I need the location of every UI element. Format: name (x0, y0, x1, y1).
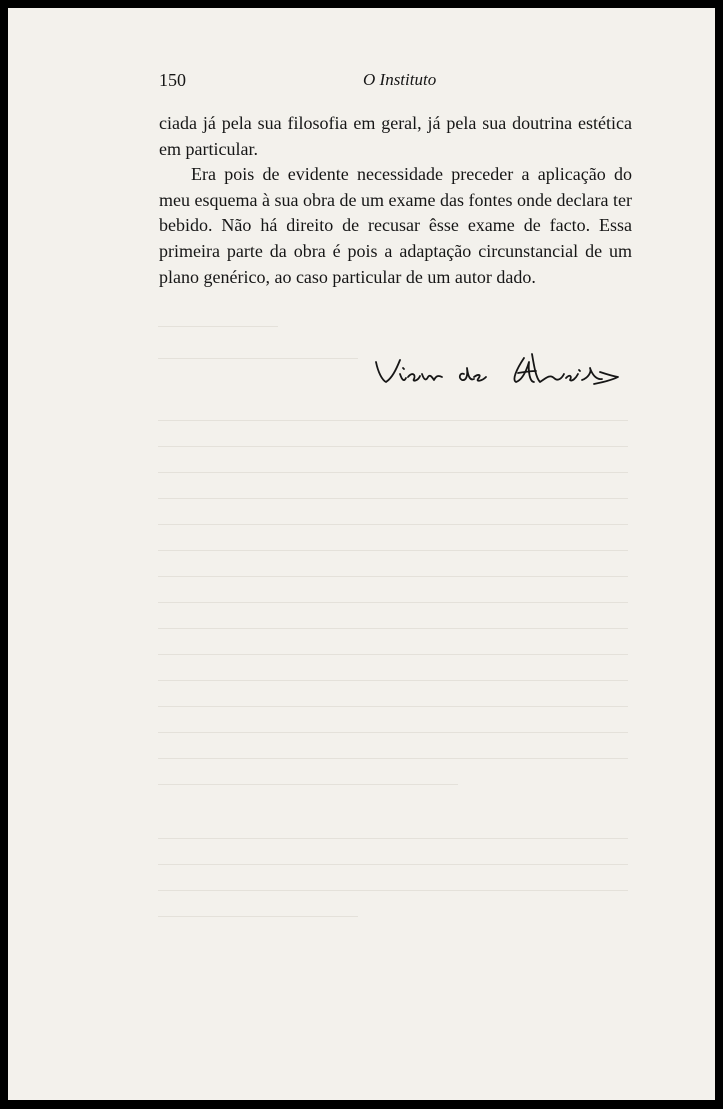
bleed-through-line (158, 472, 628, 473)
bleed-through-line (158, 680, 628, 681)
paragraph: Era pois de evidente necessidade preceder a aplicação do meu esquema à sua obra de um exame das fontes onde declara ter bebido. Não há direito de recusar êsse exame de facto. Essa primeira parte da obra é pois a adaptação circunstancial de um plano genérico, ao caso particular de um autor dado. (159, 164, 632, 287)
bleed-through-line (158, 838, 628, 839)
bleed-through-line (158, 654, 628, 655)
body-text (159, 111, 632, 290)
bleed-through-line (158, 628, 628, 629)
signature-strokes (376, 354, 618, 384)
bleed-through-line (158, 498, 628, 499)
document-page (8, 8, 715, 1100)
bleed-through-line (158, 784, 458, 785)
bleed-through-line (158, 420, 628, 421)
bleed-through-line (158, 890, 628, 891)
running-title: O Instituto (363, 70, 437, 89)
bleed-through-line (158, 550, 628, 551)
bleed-through-line (158, 576, 628, 577)
bleed-through-line (158, 446, 628, 447)
bleed-through-line (158, 358, 358, 359)
page-number: 150 (159, 70, 186, 90)
bleed-through-line (158, 326, 278, 327)
bleed-through-line (158, 602, 628, 603)
bleed-through-line (158, 706, 628, 707)
bleed-through-line (158, 864, 628, 865)
page-header (159, 70, 639, 94)
bleed-through-line (158, 524, 628, 525)
bleed-through-line (158, 732, 628, 733)
handwritten-signature (366, 344, 626, 394)
paragraph: ciada já pela sua filosofia em geral, já pela sua doutrina estética em particular. (159, 113, 632, 159)
bleed-through-line (158, 758, 628, 759)
bleed-through-line (158, 916, 358, 917)
